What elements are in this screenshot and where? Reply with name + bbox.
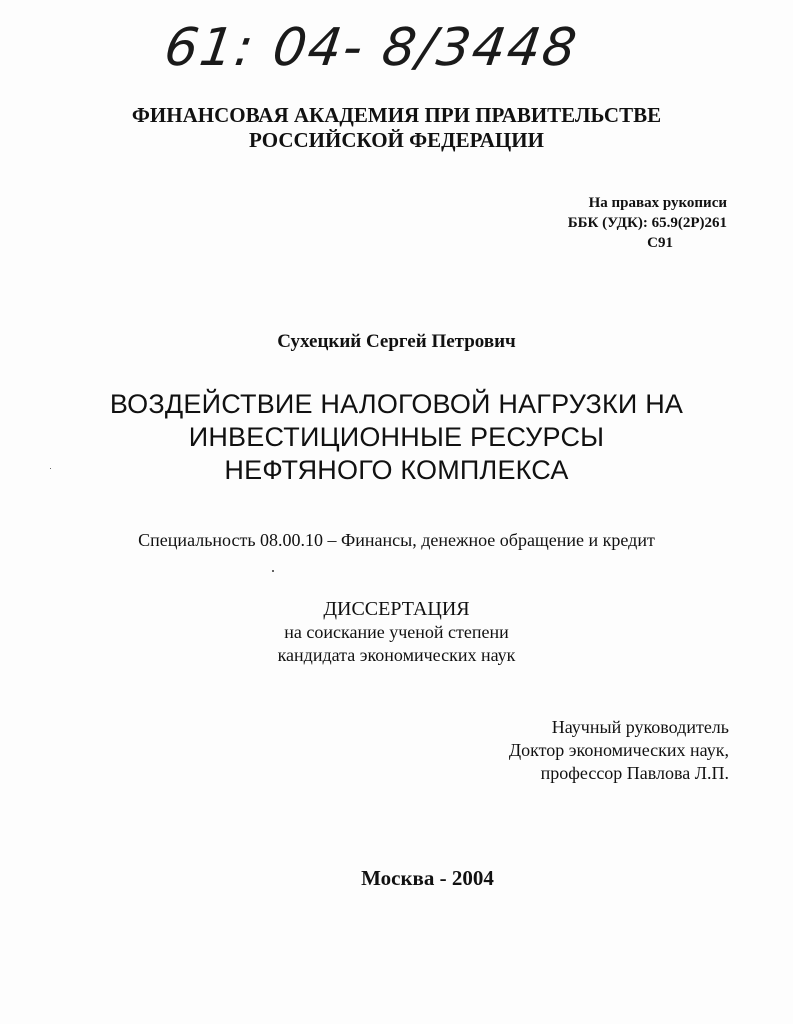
institution-line-2: РОССИЙСКОЙ ФЕДЕРАЦИИ [249,128,544,152]
scan-speck [272,570,274,572]
dissertation-label: ДИССЕРТАЦИЯ [323,598,470,620]
thesis-title [0,388,793,487]
manuscript-info [568,193,727,253]
advisor-name: профессор Павлова Л.П. [540,763,729,783]
degree-block [0,598,793,667]
title-line-1: ВОЗДЕЙСТВИЕ НАЛОГОВОЙ НАГРУЗКИ НА [109,389,684,419]
city-year: Москва - 2004 [361,866,494,890]
handwritten-catalog-number: 61: 04- 8/3448 [160,18,582,78]
manuscript-rights: На правах рукописи [588,195,727,211]
advisor-block [509,716,729,785]
institution-line-1: ФИНАНСОВАЯ АКАДЕМИЯ ПРИ ПРАВИТЕЛЬСТВЕ [131,103,662,127]
title-line-3: НЕФТЯНОГО КОМПЛЕКСА [224,455,569,485]
degree-line-1: на соискание ученой степени [284,622,509,642]
author-mark-code: С91 [647,235,673,251]
title-line-2: ИНВЕСТИЦИОННЫЕ РЕСУРСЫ [188,422,605,452]
author-name: Сухецкий Сергей Петрович [277,331,516,352]
degree-line-2: кандидата экономических наук [277,645,516,665]
scan-speck [50,468,51,469]
institution-name [0,103,793,153]
advisor-role: Научный руководитель [551,717,729,737]
specialty-line: Специальность 08.00.10 – Финансы, денежное обращение и кредит [138,530,655,550]
bbk-code: ББК (УДК): 65.9(2Р)261 [567,215,727,231]
advisor-degree: Доктор экономических наук, [508,740,729,760]
